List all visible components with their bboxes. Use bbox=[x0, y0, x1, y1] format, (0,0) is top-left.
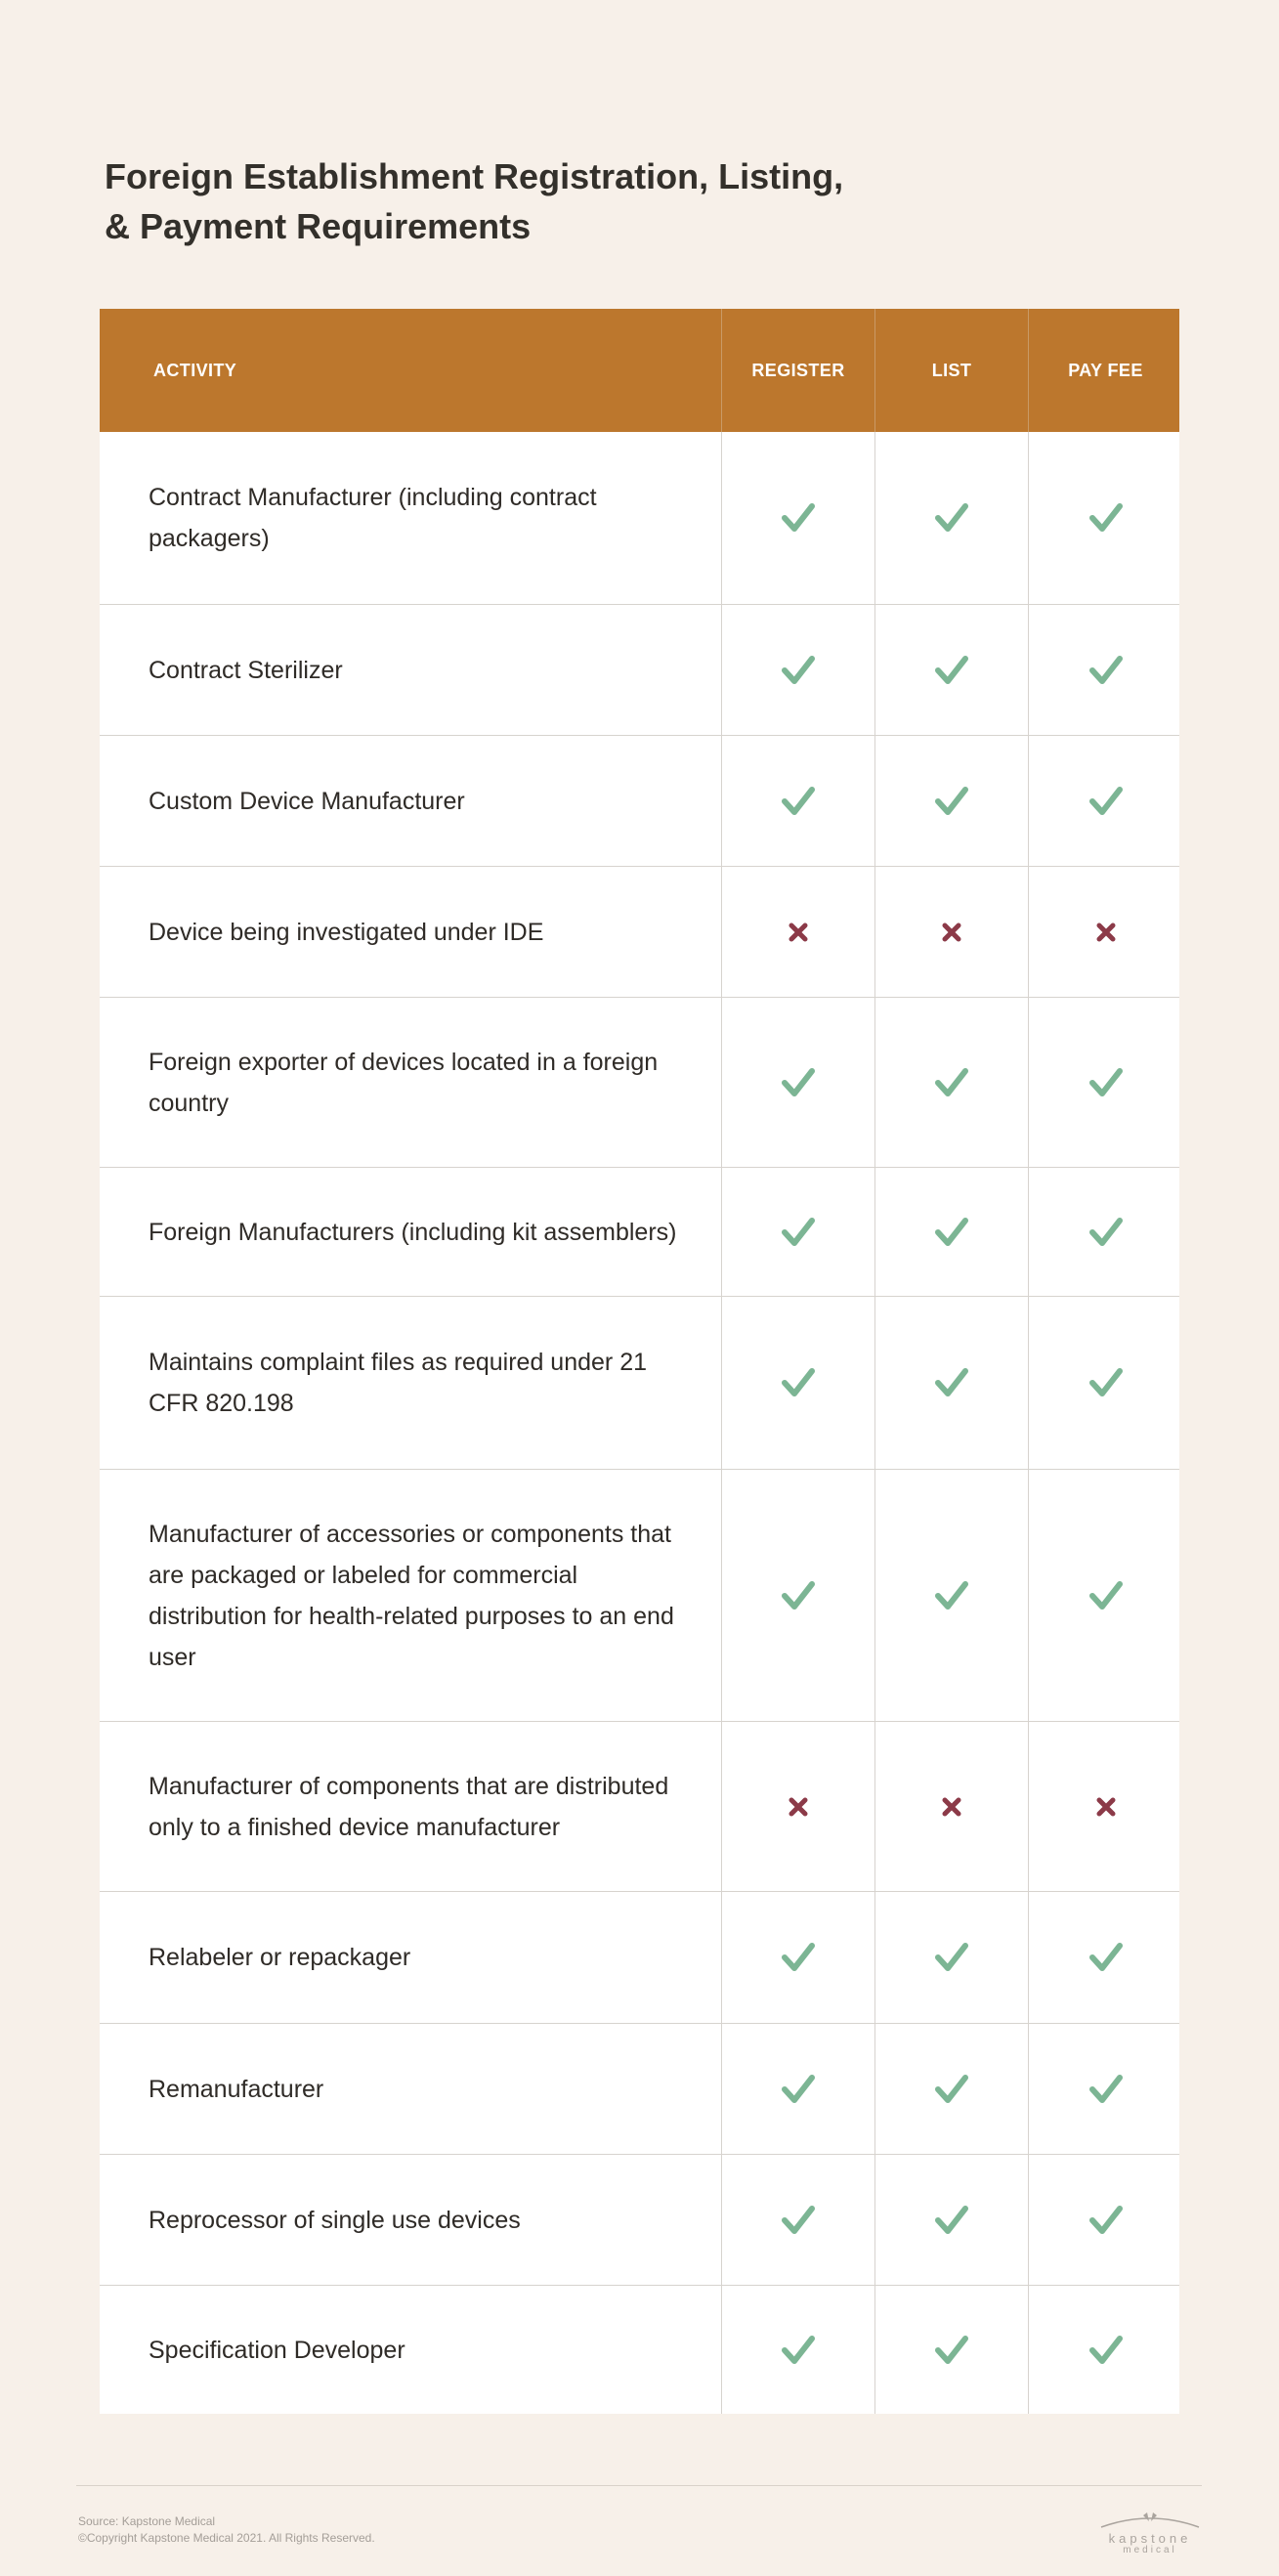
checkmark-icon bbox=[1088, 1367, 1124, 1398]
list-cell bbox=[874, 1470, 1028, 1721]
register-cell bbox=[721, 1470, 874, 1721]
x-mark-icon bbox=[787, 1795, 810, 1819]
checkmark-icon bbox=[781, 1217, 816, 1248]
page-title bbox=[105, 151, 984, 251]
x-mark-icon bbox=[940, 921, 963, 944]
checkmark-icon bbox=[1088, 502, 1124, 534]
list-cell bbox=[874, 867, 1028, 997]
checkmark-icon bbox=[1088, 1580, 1124, 1611]
x-mark-icon bbox=[940, 1795, 963, 1819]
list-cell bbox=[874, 998, 1028, 1167]
register-cell bbox=[721, 998, 874, 1167]
activity-cell: Foreign Manufacturers (including kit assemblers) bbox=[149, 1218, 677, 1246]
checkmark-icon bbox=[934, 655, 969, 686]
checkmark-icon bbox=[781, 786, 816, 817]
checkmark-icon bbox=[781, 2074, 816, 2105]
activity-cell: Manufacturer of components that are distributed only to a finished device manufacturer bbox=[149, 1772, 669, 1841]
checkmark-icon bbox=[781, 1067, 816, 1098]
pay-fee-cell bbox=[1028, 1892, 1182, 2023]
register-cell bbox=[721, 432, 874, 604]
copyright-note: ©Copyright Kapstone Medical 2021. All Rights Reserved. bbox=[78, 2531, 375, 2545]
checkmark-icon bbox=[781, 1580, 816, 1611]
activity-cell: Custom Device Manufacturer bbox=[149, 787, 465, 815]
pay-fee-cell bbox=[1028, 2024, 1182, 2154]
checkmark-icon bbox=[934, 1367, 969, 1398]
checkmark-icon bbox=[934, 786, 969, 817]
table-body bbox=[100, 432, 1179, 2414]
register-cell bbox=[721, 1722, 874, 1891]
table-row bbox=[100, 2023, 1179, 2154]
checkmark-icon bbox=[1088, 655, 1124, 686]
checkmark-icon bbox=[934, 2074, 969, 2105]
page-title-line-1: Foreign Establishment Registration, Listing, bbox=[105, 156, 844, 196]
table-row bbox=[100, 1721, 1179, 1891]
table-row bbox=[100, 2154, 1179, 2285]
checkmark-icon bbox=[781, 655, 816, 686]
pay-fee-cell bbox=[1028, 605, 1182, 735]
register-cell bbox=[721, 1168, 874, 1296]
header-activity: ACTIVITY bbox=[153, 360, 237, 380]
pay-fee-cell bbox=[1028, 2155, 1182, 2285]
pay-fee-cell bbox=[1028, 1470, 1182, 1721]
list-cell bbox=[874, 736, 1028, 866]
list-cell bbox=[874, 2024, 1028, 2154]
footer-divider bbox=[76, 2485, 1202, 2486]
activity-cell: Relabeler or repackager bbox=[149, 1944, 411, 1971]
pay-fee-cell bbox=[1028, 736, 1182, 866]
list-cell bbox=[874, 2155, 1028, 2285]
activity-cell: Remanufacturer bbox=[149, 2075, 324, 2103]
checkmark-icon bbox=[934, 1942, 969, 1973]
checkmark-icon bbox=[781, 2205, 816, 2236]
header-pay-fee: PAY FEE bbox=[1028, 309, 1182, 432]
list-cell bbox=[874, 605, 1028, 735]
checkmark-icon bbox=[934, 2205, 969, 2236]
activity-cell: Foreign exporter of devices located in a foreign country bbox=[149, 1048, 659, 1117]
checkmark-icon bbox=[934, 1067, 969, 1098]
requirements-table bbox=[100, 309, 1179, 2414]
x-mark-icon bbox=[1094, 1795, 1118, 1819]
register-cell bbox=[721, 605, 874, 735]
activity-cell: Specification Developer bbox=[149, 2336, 405, 2364]
checkmark-icon bbox=[781, 1942, 816, 1973]
source-note: Source: Kapstone Medical bbox=[78, 2514, 216, 2528]
register-cell bbox=[721, 2024, 874, 2154]
checkmark-icon bbox=[1088, 1217, 1124, 1248]
list-cell bbox=[874, 2286, 1028, 2414]
footer-credits bbox=[78, 2513, 375, 2547]
activity-cell: Maintains complaint files as required under 21 CFR 820.198 bbox=[149, 1349, 647, 1417]
pay-fee-cell bbox=[1028, 867, 1182, 997]
logo-arch-icon bbox=[1098, 2508, 1202, 2531]
register-cell bbox=[721, 867, 874, 997]
checkmark-icon bbox=[934, 1217, 969, 1248]
register-cell bbox=[721, 1892, 874, 2023]
list-cell bbox=[874, 1892, 1028, 2023]
activity-cell: Device being investigated under IDE bbox=[149, 918, 544, 946]
logo-subtitle: medical bbox=[1123, 2545, 1177, 2555]
list-cell bbox=[874, 1168, 1028, 1296]
checkmark-icon bbox=[1088, 2335, 1124, 2366]
pay-fee-cell bbox=[1028, 1168, 1182, 1296]
checkmark-icon bbox=[1088, 2205, 1124, 2236]
pay-fee-cell bbox=[1028, 998, 1182, 1167]
table-row bbox=[100, 432, 1179, 604]
kapstone-logo bbox=[1098, 2508, 1202, 2555]
x-mark-icon bbox=[1094, 921, 1118, 944]
logo-wordmark: kapstone bbox=[1108, 2531, 1192, 2546]
register-cell bbox=[721, 736, 874, 866]
table-header bbox=[100, 309, 1179, 432]
register-cell bbox=[721, 2155, 874, 2285]
pay-fee-cell bbox=[1028, 1297, 1182, 1469]
activity-cell: Contract Sterilizer bbox=[149, 656, 343, 684]
checkmark-icon bbox=[934, 1580, 969, 1611]
table-row bbox=[100, 735, 1179, 866]
table-row bbox=[100, 1167, 1179, 1296]
activity-cell: Reprocessor of single use devices bbox=[149, 2206, 521, 2234]
table-row bbox=[100, 1891, 1179, 2023]
checkmark-icon bbox=[934, 2335, 969, 2366]
x-mark-icon bbox=[787, 921, 810, 944]
table-row bbox=[100, 1469, 1179, 1721]
pay-fee-cell bbox=[1028, 2286, 1182, 2414]
pay-fee-cell bbox=[1028, 432, 1182, 604]
header-list: LIST bbox=[874, 309, 1028, 432]
activity-cell: Contract Manufacturer (including contract packagers) bbox=[149, 484, 597, 552]
table-row bbox=[100, 1296, 1179, 1469]
checkmark-icon bbox=[1088, 786, 1124, 817]
checkmark-icon bbox=[1088, 1067, 1124, 1098]
table-row bbox=[100, 866, 1179, 997]
pay-fee-cell bbox=[1028, 1722, 1182, 1891]
checkmark-icon bbox=[934, 502, 969, 534]
table-row bbox=[100, 997, 1179, 1167]
list-cell bbox=[874, 432, 1028, 604]
table-row bbox=[100, 2285, 1179, 2414]
checkmark-icon bbox=[1088, 2074, 1124, 2105]
checkmark-icon bbox=[1088, 1942, 1124, 1973]
checkmark-icon bbox=[781, 1367, 816, 1398]
page-title-line-2: & Payment Requirements bbox=[105, 206, 532, 246]
activity-cell: Manufacturer of accessories or components that are packaged or labeled for commercial distribution for health-related purposes to an end user bbox=[149, 1520, 674, 1671]
register-cell bbox=[721, 1297, 874, 1469]
header-register: REGISTER bbox=[721, 309, 874, 432]
checkmark-icon bbox=[781, 2335, 816, 2366]
table-row bbox=[100, 604, 1179, 735]
list-cell bbox=[874, 1722, 1028, 1891]
list-cell bbox=[874, 1297, 1028, 1469]
register-cell bbox=[721, 2286, 874, 2414]
checkmark-icon bbox=[781, 502, 816, 534]
